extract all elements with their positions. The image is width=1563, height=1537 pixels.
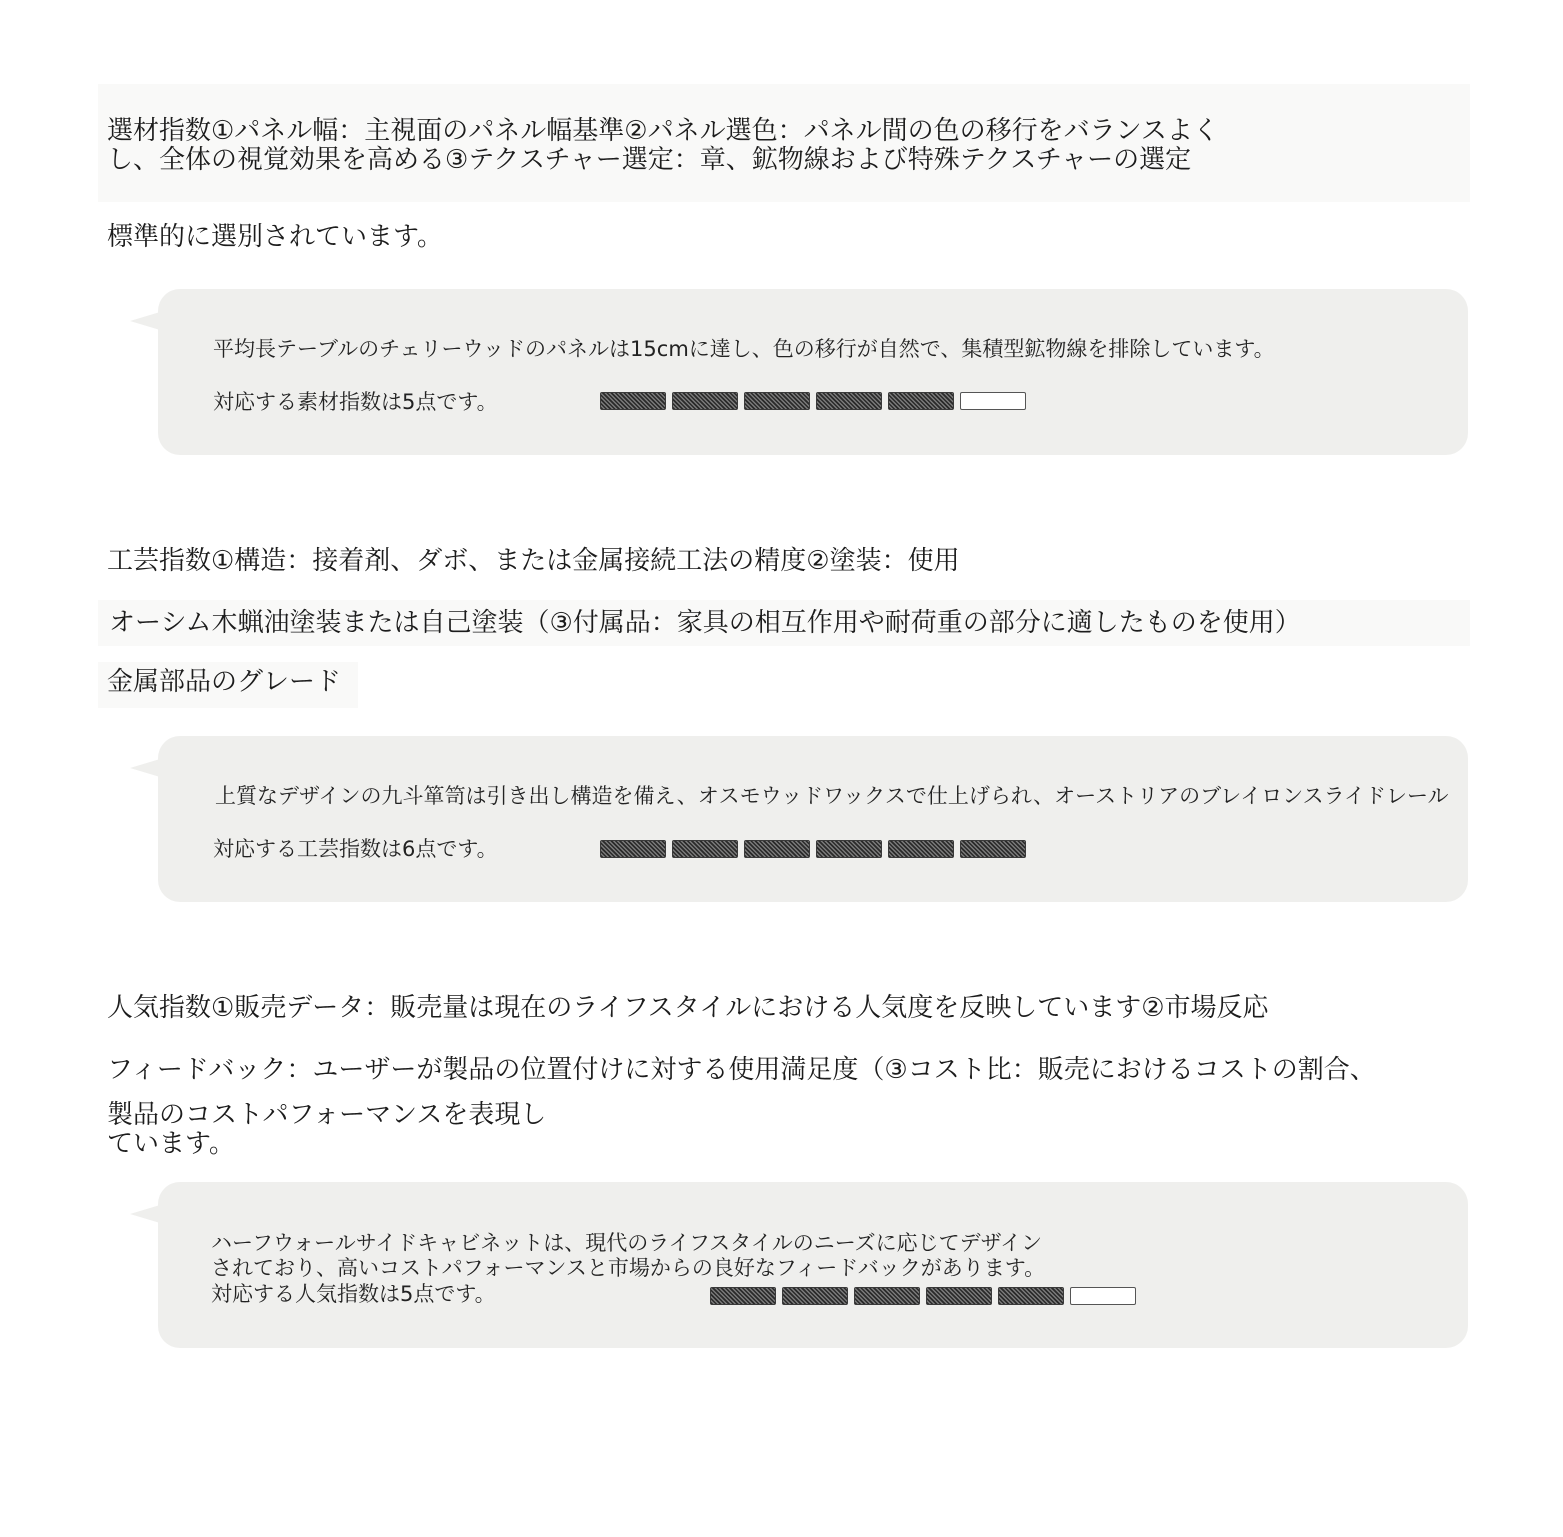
popularity-index-heading-line-3: 製品のコストパフォーマンスを表現し [107, 1100, 547, 1130]
rating-box-filled [816, 840, 882, 858]
rating-box-filled [744, 840, 810, 858]
craft-index-heading-line-1: 工芸指数①構造：接着剤、ダボ、または金属接続工法の精度②塗装：使用 [107, 546, 960, 576]
rating-box-filled [888, 392, 954, 410]
craft-index-rating-bar [600, 840, 1026, 858]
craft-index-comment-bubble [158, 736, 1468, 902]
rating-box-filled [672, 392, 738, 410]
craft-index-heading-line-3: 金属部品のグレード [107, 667, 342, 697]
bubble-tail [130, 759, 160, 777]
rating-box-filled [782, 1287, 848, 1305]
popularity-index-description-line-2: されており、高いコストパフォーマンスと市場からの良好なフィードバックがあります。 [211, 1256, 1046, 1280]
material-index-heading-line-2: し、全体の視覚効果を高める③テクスチャー選定：章、鉱物線および特殊テクスチャーの選定 [107, 145, 1192, 175]
material-index-description: 平均長テーブルのチェリーウッドのパネルは15cmに達し、色の移行が自然で、集積型鉱物線を排除しています。 [213, 337, 1275, 361]
material-index-heading-line-1: 選材指数①パネル幅：主視面のパネル幅基準②パネル選色：パネル間の色の移行をバランスよく [107, 116, 1219, 146]
rating-box-filled [998, 1287, 1064, 1305]
popularity-index-heading-line-1: 人気指数①販売データ：販売量は現在のライフスタイルにおける人気度を反映しています②市場反応 [107, 993, 1269, 1023]
material-index-heading-line-3: 標準的に選別されています。 [107, 222, 443, 252]
rating-box-filled [710, 1287, 776, 1305]
bubble-tail [130, 312, 160, 330]
rating-box-filled [672, 840, 738, 858]
craft-index-score-label: 対応する工芸指数は6点です。 [213, 837, 498, 861]
material-index-rating-bar [600, 392, 1026, 410]
rating-box-filled [600, 392, 666, 410]
bubble-tail [130, 1205, 160, 1223]
rating-box-filled [960, 840, 1026, 858]
rating-box-filled [888, 840, 954, 858]
rating-box-filled [926, 1287, 992, 1305]
popularity-index-score-label: 対応する人気指数は5点です。 [211, 1282, 496, 1306]
rating-box-filled [854, 1287, 920, 1305]
popularity-index-heading-line-4: ています。 [107, 1129, 235, 1159]
material-index-comment-bubble [158, 289, 1468, 455]
popularity-index-rating-bar [710, 1287, 1136, 1305]
popularity-index-comment-bubble [158, 1182, 1468, 1348]
craft-index-description: 上質なデザインの九斗箪笥は引き出し構造を備え、オスモウッドワックスで仕上げられ、オーストリアのブレイロンスライドレール [215, 784, 1449, 808]
craft-index-heading-line-2: オーシム木蝋油塗装または自己塗装（③付属品：家具の相互作用や耐荷重の部分に適したものを使用） [109, 608, 1301, 638]
rating-box-filled [744, 392, 810, 410]
popularity-index-heading-line-2: フィードバック：ユーザーが製品の位置付けに対する使用満足度（③コスト比：販売におけるコストの割合、 [107, 1055, 1376, 1085]
rating-box-empty [960, 392, 1026, 410]
rating-box-filled [816, 392, 882, 410]
popularity-index-description-line-1: ハーフウォールサイドキャビネットは、現代のライフスタイルのニーズに応じてデザイン [211, 1231, 1043, 1255]
material-index-score-label: 対応する素材指数は5点です。 [213, 390, 498, 414]
rating-box-filled [600, 840, 666, 858]
rating-box-empty [1070, 1287, 1136, 1305]
